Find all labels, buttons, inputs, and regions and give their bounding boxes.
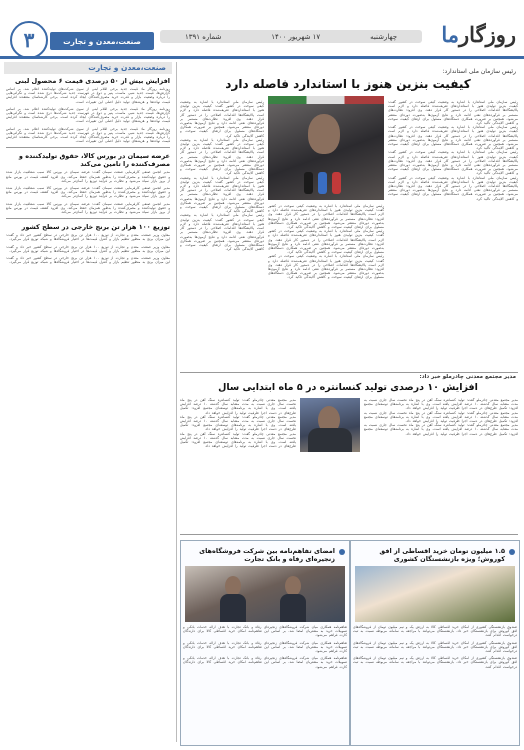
microphone-icon bbox=[304, 172, 313, 194]
article-body-repeat: مدیر انجمن صنفی کارفرمایی صنعت سیمان گفت: عرضه سیمان در بورس کالا سبب شفافیت بازار شده و حقوق تولیدکننده و مصرف‌کننده را به‌طور همزمان حفظ می‌کند. وی افزود کشف قیمت در بورس مانع از بروز بازار سیاه می‌شود و نظارت بر فرآیند توزیع را آسان‌تر می‌کند. bbox=[6, 201, 170, 215]
person-figure-body bbox=[220, 594, 246, 622]
main-story-body-repeat: رئیس سازمان ملی استاندارد با اشاره به وضعیت کیفی سوخت در کشور گفت: کیفیت بنزین تولیدی هنوز با استانداردهای تعریف‌شده فاصله دارد و لازم است پالایشگاه‌ها اقدامات اصلاحی را در دستور کار قرار دهند. وی افزود: نظارت‌های مستمر بر فرآورده‌های نفتی ادامه دارد و نتایج آزمون‌ها به‌صورت دوره‌ای منتشر می‌شود. همچنین بر ضرورت همکاری دستگاه‌های مسئول برای ارتقای کیفیت سوخت و کاهش آلایندگی تاکید کرد. bbox=[180, 100, 264, 138]
main-story-column-right bbox=[388, 100, 518, 372]
main-story-body-repeat: رئیس سازمان ملی استاندارد با اشاره به وضعیت کیفی سوخت در کشور گفت: کیفیت بنزین تولیدی هنوز با استانداردهای تعریف‌شده فاصله دارد و لازم است پالایشگاه‌ها اقدامات اصلاحی را در دستور کار قرار دهند. وی افزود: نظارت‌های مستمر بر فرآورده‌های نفتی ادامه دارد و نتایج آزمون‌ها به‌صورت دوره‌ای منتشر می‌شود. همچنین بر ضرورت همکاری دستگاه‌های مسئول برای ارتقای کیفیت سوخت و کاهش آلایندگی تاکید کرد. bbox=[388, 175, 518, 201]
person-figure-body bbox=[280, 594, 306, 622]
bullet-icon bbox=[339, 549, 345, 555]
issue-number: شماره ۱۳۹۱ bbox=[184, 32, 222, 41]
second-story-body-repeat: مدیر مجتمع معدنی چادرملو گفت: تولید کنسانتره سنگ آهن در پنج ماه نخست سال جاری نسبت به مدت مشابه سال گذشته ۱۰ درصد افزایش یافته است. وی با اشاره به برنامه‌های توسعه‌ای مجتمع افزود: تکمیل طرح‌های در دست اجرا ظرفیت تولید را افزایش خواهد داد. bbox=[180, 431, 296, 449]
article-title: توزیع ۱۰۰ هزار تن برنج خارجی در سطح کشور bbox=[21, 223, 170, 232]
second-story-body-repeat: مدیر مجتمع معدنی چادرملو گفت: تولید کنسانتره سنگ آهن در پنج ماه نخست سال جاری نسبت به مدت مشابه سال گذشته ۱۰ درصد افزایش یافته است. وی با اشاره به برنامه‌های توسعه‌ای مجتمع افزود: تکمیل طرح‌های در دست اجرا ظرفیت تولید را افزایش خواهد داد. bbox=[180, 414, 296, 432]
masthead bbox=[0, 0, 524, 60]
main-story-body: رئیس سازمان ملی استاندارد با اشاره به وضعیت کیفی سوخت در کشور گفت: کیفیت بنزین تولیدی هنوز با استانداردهای تعریف‌شده فاصله دارد و لازم است پالایشگاه‌ها اقدامات اصلاحی را در دستور کار قرار دهند. وی افزود: نظارت‌های مستمر بر فرآورده‌های نفتی ادامه دارد و نتایج آزمون‌ها به‌صورت دوره‌ای منتشر می‌شود. همچنین بر ضرورت همکاری دستگاه‌های مسئول برای ارتقای کیفیت سوخت و کاهش آلایندگی تاکید کرد. bbox=[388, 100, 518, 126]
speaker-figure bbox=[308, 114, 340, 154]
divider bbox=[180, 372, 518, 373]
divider bbox=[180, 534, 518, 535]
box-left-body-repeat: تفاهم‌نامه همکاری میان شرکت فروشگاه‌های زنجیره‌ای رفاه و بانک تجارت با هدف ارائه خدمات بانکی و تسهیلات خرید به مشتریان امضا شد. بر اساس این تفاهم‌نامه امکان خرید اقساطی کالا برای دارندگان کارت فراهم می‌شود. bbox=[183, 656, 347, 669]
box-left-title: امضای تفاهم‌نامه بین شرکت فروشگاه‌های زنجیره‌ای رفاه و بانک تجارت bbox=[199, 547, 335, 563]
logo-accent: ما bbox=[441, 22, 460, 47]
logo-main: روزگار bbox=[459, 22, 516, 47]
microphone-icon bbox=[332, 172, 341, 194]
main-story-kicker: رئیس سازمان ملی استاندارد: bbox=[442, 68, 516, 75]
article-body-repeat: معاون وزیر صنعت، معدن و تجارت از توزیع ۱۰۰ هزار تن برنج خارجی در سطح کشور خبر داد و گفت: این میزان برنج به منظور تنظیم بازار و کنترل قیمت‌ها در اختیار فروشگاه‌ها و شبکه توزیع قرار می‌گیرد. bbox=[6, 244, 170, 253]
article-body: مدیر انجمن صنفی کارفرمایی صنعت سیمان گفت: عرضه سیمان در بورس کالا سبب شفافیت بازار شده و حقوق تولیدکننده و مصرف‌کننده را به‌طور همزمان حفظ می‌کند. وی افزود کشف قیمت در بورس مانع از بروز بازار سیاه می‌شود و نظارت بر فرآیند توزیع را آسان‌تر می‌کند. bbox=[6, 170, 170, 183]
left-column-header: صنعت،معدن و تجارت bbox=[4, 62, 172, 74]
date-day: ۱۷ شهریور ۱۴۰۰ bbox=[271, 32, 321, 41]
main-story-body-repeat: رئیس سازمان ملی استاندارد با اشاره به وضعیت کیفی سوخت در کشور گفت: کیفیت بنزین تولیدی هنوز با استانداردهای تعریف‌شده فاصله دارد و لازم است پالایشگاه‌ها اقدامات اصلاحی را در دستور کار قرار دهند. وی افزود: نظارت‌های مستمر بر فرآورده‌های نفتی ادامه دارد و نتایج آزمون‌ها به‌صورت دوره‌ای منتشر می‌شود. همچنین بر ضرورت همکاری دستگاه‌های مسئول برای ارتقای کیفیت سوخت و کاهش آلایندگی تاکید کرد. bbox=[180, 213, 264, 252]
box-right-title: ۱.۵ میلیون تومان خرید اقساطی از افق کوروش؛ ویژه بازنشستگان کشوری bbox=[379, 547, 505, 563]
second-story-body-repeat: مدیر مجتمع معدنی چادرملو گفت: تولید کنسانتره سنگ آهن در پنج ماه نخست سال جاری نسبت به مدت مشابه سال گذشته ۱۰ درصد افزایش یافته است. وی با اشاره به برنامه‌های توسعه‌ای مجتمع افزود: تکمیل طرح‌های در دست اجرا ظرفیت تولید را افزایش خواهد داد. bbox=[180, 398, 296, 415]
divider bbox=[6, 147, 170, 148]
box-left-body: تفاهم‌نامه همکاری میان شرکت فروشگاه‌های زنجیره‌ای رفاه و بانک تجارت با هدف ارائه خدمات بانکی و تسهیلات خرید به مشتریان امضا شد. بر اساس این تفاهم‌نامه امکان خرید اقساطی کالا برای دارندگان کارت فراهم می‌شود. bbox=[183, 625, 347, 638]
second-story-headline: افزایش ۱۰ درصدی تولید کنسانتره در ۵ ماه ابتدایی سال bbox=[218, 382, 478, 393]
bullet-icon bbox=[509, 549, 515, 555]
main-story-body-repeat: رئیس سازمان ملی استاندارد با اشاره به وضعیت کیفی سوخت در کشور گفت: کیفیت بنزین تولیدی هنوز با استانداردهای تعریف‌شده فاصله دارد و لازم است پالایشگاه‌ها اقدامات اصلاحی را در دستور کار قرار دهند. وی افزود: نظارت‌های مستمر بر فرآورده‌های نفتی ادامه دارد و نتایج آزمون‌ها به‌صورت دوره‌ای منتشر می‌شود. همچنین بر ضرورت همکاری دستگاه‌های مسئول برای ارتقای کیفیت سوخت و کاهش آلایندگی تاکید کرد. bbox=[268, 229, 384, 255]
date-weekday: چهارشنبه bbox=[370, 32, 398, 41]
box-left-photo bbox=[185, 566, 345, 622]
newspaper-logo bbox=[441, 22, 516, 47]
left-column bbox=[4, 62, 172, 742]
main-story-body-repeat: رئیس سازمان ملی استاندارد با اشاره به وضعیت کیفی سوخت در کشور گفت: کیفیت بنزین تولیدی هنوز با استانداردهای تعریف‌شده فاصله دارد و لازم است پالایشگاه‌ها اقدامات اصلاحی را در دستور کار قرار دهند. وی افزود: نظارت‌های مستمر بر فرآورده‌های نفتی ادامه دارد و نتایج آزمون‌ها به‌صورت دوره‌ای منتشر می‌شود. همچنین بر ضرورت همکاری دستگاه‌های مسئول برای ارتقای کیفیت سوخت و کاهش آلایندگی تاکید کرد. bbox=[268, 254, 384, 280]
article-body-repeat: روزنامه روزگار ما: قیمت جدید برخی اقلام لبنی از سوی شرکت‌های تولیدکننده اعلام شد. بر اساس گزارش‌ها، قیمت جدید شیر، ماست، پنیر و دوغ در فهرست جدید شرکت‌ها درج شده است و نگرانی‌هایی را درباره وضعیت بازار و قدرت خرید مصرف‌کنندگان ایجاد کرده است. برخی کارشناسان معتقدند افزایش قیمت نهاده‌ها و هزینه‌های تولید دلیل اصلی این تغییرات است. bbox=[6, 106, 170, 124]
flag-backdrop bbox=[268, 96, 384, 104]
box-article-right bbox=[350, 540, 520, 746]
main-story-body-repeat: رئیس سازمان ملی استاندارد با اشاره به وضعیت کیفی سوخت در کشور گفت: کیفیت بنزین تولیدی هنوز با استانداردهای تعریف‌شده فاصله دارد و لازم است پالایشگاه‌ها اقدامات اصلاحی را در دستور کار قرار دهند. وی افزود: نظارت‌های مستمر بر فرآورده‌های نفتی ادامه دارد و نتایج آزمون‌ها به‌صورت دوره‌ای منتشر می‌شود. همچنین بر ضرورت همکاری دستگاه‌های مسئول برای ارتقای کیفیت سوخت و کاهش آلایندگی تاکید کرد. bbox=[388, 150, 518, 176]
article-body: روزنامه روزگار ما: قیمت جدید برخی اقلام لبنی از سوی شرکت‌های تولیدکننده اعلام شد. بر اساس گزارش‌ها، قیمت جدید شیر، ماست، پنیر و دوغ در فهرست جدید شرکت‌ها درج شده است و نگرانی‌هایی را درباره وضعیت بازار و قدرت خرید مصرف‌کنندگان ایجاد کرده است. برخی کارشناسان معتقدند افزایش قیمت نهاده‌ها و هزینه‌های تولید دلیل اصلی این تغییرات است. bbox=[6, 87, 170, 104]
section-label: صنعت،معدن و تجارت bbox=[50, 32, 154, 50]
box-right-body: صندوق بازنشستگی کشوری از امکان خرید اقساطی کالا به ارزش یک و نیم میلیون تومان از فروشگاه‌های افق کوروش برای بازنشستگان خبر داد. بازنشستگان می‌توانند با مراجعه به سامانه مربوطه نسبت به ثبت درخواست اقدام کنند. bbox=[353, 625, 517, 638]
divider bbox=[6, 218, 170, 219]
person-figure bbox=[285, 576, 301, 596]
article-body: معاون وزیر صنعت، معدن و تجارت از توزیع ۱۰۰ هزار تن برنج خارجی در سطح کشور خبر داد و گفت: این میزان برنج به منظور تنظیم بازار و کنترل قیمت‌ها در اختیار فروشگاه‌ها و شبکه توزیع قرار می‌گیرد. bbox=[6, 233, 170, 242]
column-divider bbox=[176, 62, 177, 742]
article-body-repeat: مدیر انجمن صنفی کارفرمایی صنعت سیمان گفت: عرضه سیمان در بورس کالا سبب شفافیت بازار شده و حقوق تولیدکننده و مصرف‌کننده را به‌طور همزمان حفظ می‌کند. وی افزود کشف قیمت در بورس مانع از بروز بازار سیاه می‌شود و نظارت بر فرآیند توزیع را آسان‌تر می‌کند. bbox=[6, 186, 170, 199]
microphone-icon bbox=[318, 172, 327, 194]
article-body-repeat: معاون وزیر صنعت، معدن و تجارت از توزیع ۱۰۰ هزار تن برنج خارجی در سطح کشور خبر داد و گفت: این میزان برنج به منظور تنظیم بازار و کنترل قیمت‌ها در اختیار فروشگاه‌ها و شبکه توزیع قرار می‌گیرد. bbox=[6, 256, 170, 265]
main-story-column-middle bbox=[268, 204, 384, 372]
second-story-body-repeat: مدیر مجتمع معدنی چادرملو گفت: تولید کنسانتره سنگ آهن در پنج ماه نخست سال جاری نسبت به مدت مشابه سال گذشته ۱۰ درصد افزایش یافته است. وی با اشاره به برنامه‌های توسعه‌ای مجتمع افزود: تکمیل طرح‌های در دست اجرا ظرفیت تولید را افزایش خواهد داد. bbox=[364, 410, 518, 424]
person-figure-body bbox=[308, 428, 352, 452]
second-story-column-right bbox=[364, 398, 518, 528]
box-article-left bbox=[180, 540, 350, 746]
main-story-body-repeat: رئیس سازمان ملی استاندارد با اشاره به وضعیت کیفی سوخت در کشور گفت: کیفیت بنزین تولیدی هنوز با استانداردهای تعریف‌شده فاصله دارد و لازم است پالایشگاه‌ها اقدامات اصلاحی را در دستور کار قرار دهند. وی افزود: نظارت‌های مستمر بر فرآورده‌های نفتی ادامه دارد و نتایج آزمون‌ها به‌صورت دوره‌ای منتشر می‌شود. همچنین بر ضرورت همکاری دستگاه‌های مسئول برای ارتقای کیفیت سوخت و کاهش آلایندگی تاکید کرد. bbox=[388, 125, 518, 151]
article-title: افزایش بیش از ۵۰ درصدی قیمت ۶ محصول لبنی bbox=[14, 77, 170, 85]
second-story-column-left bbox=[180, 398, 296, 528]
person-figure bbox=[225, 576, 241, 596]
second-story-body-repeat: مدیر مجتمع معدنی چادرملو گفت: تولید کنسانتره سنگ آهن در پنج ماه نخست سال جاری نسبت به مدت مشابه سال گذشته ۱۰ درصد افزایش یافته است. وی با اشاره به برنامه‌های توسعه‌ای مجتمع افزود: تکمیل طرح‌های در دست اجرا ظرفیت تولید را افزایش خواهد داد. bbox=[364, 423, 518, 436]
box-right-photo bbox=[355, 566, 515, 622]
main-story-photo bbox=[268, 96, 384, 200]
header-rule bbox=[0, 56, 524, 59]
second-story-photo bbox=[300, 398, 360, 452]
main-story-headline: کیفیت بنزین هنوز با استاندارد فاصله دارد bbox=[225, 77, 471, 91]
article-body-repeat: روزنامه روزگار ما: قیمت جدید برخی اقلام لبنی از سوی شرکت‌های تولیدکننده اعلام شد. بر اساس گزارش‌ها، قیمت جدید شیر، ماست، پنیر و دوغ در فهرست جدید شرکت‌ها درج شده است و نگرانی‌هایی را درباره وضعیت بازار و قدرت خرید مصرف‌کنندگان ایجاد کرده است. برخی کارشناسان معتقدند افزایش قیمت نهاده‌ها و هزینه‌های تولید دلیل اصلی این تغییرات است. bbox=[6, 126, 170, 144]
second-story-kicker: مدیر مجتمع معدنی چادرملو خبر داد: bbox=[419, 374, 516, 380]
main-story-column-left bbox=[180, 100, 264, 372]
main-story-body-repeat: رئیس سازمان ملی استاندارد با اشاره به وضعیت کیفی سوخت در کشور گفت: کیفیت بنزین تولیدی هنوز با استانداردهای تعریف‌شده فاصله دارد و لازم است پالایشگاه‌ها اقدامات اصلاحی را در دستور کار قرار دهند. وی افزود: نظارت‌های مستمر بر فرآورده‌های نفتی ادامه دارد و نتایج آزمون‌ها به‌صورت دوره‌ای منتشر می‌شود. همچنین بر ضرورت همکاری دستگاه‌های مسئول برای ارتقای کیفیت سوخت و کاهش آلایندگی تاکید کرد. bbox=[268, 204, 384, 230]
main-story-body-repeat: رئیس سازمان ملی استاندارد با اشاره به وضعیت کیفی سوخت در کشور گفت: کیفیت بنزین تولیدی هنوز با استانداردهای تعریف‌شده فاصله دارد و لازم است پالایشگاه‌ها اقدامات اصلاحی را در دستور کار قرار دهند. وی افزود: نظارت‌های مستمر بر فرآورده‌های نفتی ادامه دارد و نتایج آزمون‌ها به‌صورت دوره‌ای منتشر می‌شود. همچنین بر ضرورت همکاری دستگاه‌های مسئول برای ارتقای کیفیت سوخت و کاهش آلایندگی تاکید کرد. bbox=[180, 175, 264, 214]
second-story-body: مدیر مجتمع معدنی چادرملو گفت: تولید کنسانتره سنگ آهن در پنج ماه نخست سال جاری نسبت به مدت مشابه سال گذشته ۱۰ درصد افزایش یافته است. وی با اشاره به برنامه‌های توسعه‌ای مجتمع افزود: تکمیل طرح‌های در دست اجرا ظرفیت تولید را افزایش خواهد داد. bbox=[364, 398, 518, 411]
date-bar bbox=[160, 30, 422, 43]
box-right-body-repeat: صندوق بازنشستگی کشوری از امکان خرید اقساطی کالا به ارزش یک و نیم میلیون تومان از فروشگاه‌های افق کوروش برای بازنشستگان خبر داد. بازنشستگان می‌توانند با مراجعه به سامانه مربوطه نسبت به ثبت درخواست اقدام کنند. bbox=[353, 640, 517, 654]
page-number: ۳ bbox=[10, 21, 48, 59]
main-story-body-repeat: رئیس سازمان ملی استاندارد با اشاره به وضعیت کیفی سوخت در کشور گفت: کیفیت بنزین تولیدی هنوز با استانداردهای تعریف‌شده فاصله دارد و لازم است پالایشگاه‌ها اقدامات اصلاحی را در دستور کار قرار دهند. وی افزود: نظارت‌های مستمر بر فرآورده‌های نفتی ادامه دارد و نتایج آزمون‌ها به‌صورت دوره‌ای منتشر می‌شود. همچنین بر ضرورت همکاری دستگاه‌های مسئول برای ارتقای کیفیت سوخت و کاهش آلایندگی تاکید کرد. bbox=[180, 137, 264, 176]
article-title: عرضه سیمان در بورس کالا، حقوق تولیدکننده و مصرف‌کننده را تامین می‌کند bbox=[18, 152, 170, 169]
box-right-body-repeat: صندوق بازنشستگی کشوری از امکان خرید اقساطی کالا به ارزش یک و نیم میلیون تومان از فروشگاه‌های افق کوروش برای بازنشستگان خبر داد. بازنشستگان می‌توانند با مراجعه به سامانه مربوطه نسبت به ثبت درخواست اقدام کنند. bbox=[353, 656, 517, 669]
box-left-body-repeat: تفاهم‌نامه همکاری میان شرکت فروشگاه‌های زنجیره‌ای رفاه و بانک تجارت با هدف ارائه خدمات بانکی و تسهیلات خرید به مشتریان امضا شد. بر اساس این تفاهم‌نامه امکان خرید اقساطی کالا برای دارندگان کارت فراهم می‌شود. bbox=[183, 640, 347, 654]
